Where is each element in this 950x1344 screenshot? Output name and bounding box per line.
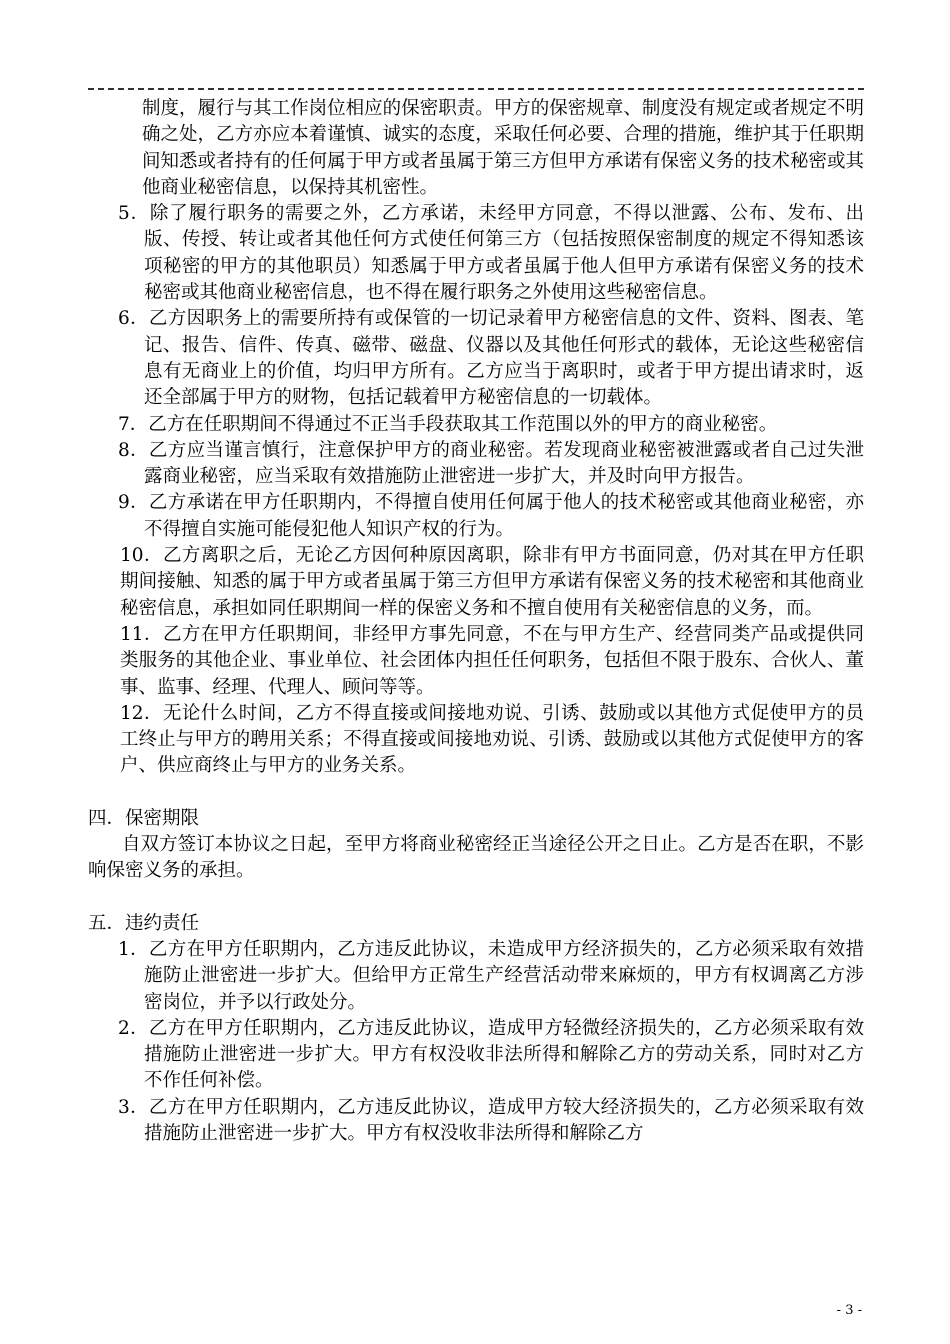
header-dashed-rule: [88, 88, 864, 90]
clause-12: 12．无论什么时间，乙方不得直接或间接地劝说、引诱、鼓励或以其他方式促使甲方的员工终止与甲方的聘用关系；不得直接或间接地劝说、引诱、鼓励或以其他方式促使甲方的客户、供应商终止与甲方的业务关系。: [120, 702, 864, 777]
clause-10: 10．乙方离职之后，无论乙方因何种原因离职，除非有甲方书面同意，仍对其在甲方任职期间接触、知悉的属于甲方或者虽属于第三方但甲方承诺有保密义务的技术秘密和其他商业秘密信息，承担如同任职期间一样的保密义务和不擅自使用有关秘密信息的义务，而。: [120, 545, 864, 619]
clause-5: 5．除了履行职务的需要之外，乙方承诺，未经甲方同意，不得以泄露、公布、发布、出版、传授、转让或者其他任何方式使任何第三方（包括按照保密制度的规定不得知悉该项秘密的甲方的其他职员）知悉属于甲方或者虽属于他人但甲方承诺有保密义务的技术秘密或其他商业秘密信息，也不得在履行职务之外使用这些秘密信息。: [118, 203, 864, 304]
clause-9: 9．乙方承诺在甲方任职期内，不得擅自使用任何属于他人的技术秘密或其他商业秘密，亦不得擅自实施可能侵犯他人知识产权的行为。: [118, 492, 864, 540]
section-5-heading: 五．违约责任: [88, 912, 200, 934]
section-4-text: 自双方签订本协议之日起，至甲方将商业秘密经正当途径公开之日止。乙方是否在职，不影响保密义务的承担。: [88, 834, 864, 882]
section-4-heading: 四．保密期限: [88, 807, 200, 829]
liability-clause-3: 3．乙方在甲方任职期内，乙方违反此协议，造成甲方较大经济损失的，乙方必须采取有效措施防止泄密进一步扩大。甲方有权没收非法所得和解除乙方: [118, 1096, 864, 1144]
document-body: [88, 96, 864, 1147]
clause-11: 11．乙方在甲方任职期间，非经甲方事先同意，不在与甲方生产、经营同类产品或提供同类服务的其他企业、事业单位、社会团体内担任任何职务，包括但不限于股东、合伙人、董事、监事、经理、代理人、顾问等等。: [120, 623, 864, 698]
continuation-paragraph: 制度，履行与其工作岗位相应的保密职责。甲方的保密规章、制度没有规定或者规定不明确之处，乙方亦应本着谨慎、诚实的态度，采取任何必要、合理的措施，维护其于任职期间知悉或者持有的任何属于甲方或者虽属于第三方但甲方承诺有保密义务的技术秘密或其他商业秘密信息，以保持其机密性。: [142, 98, 864, 198]
clause-6: 6．乙方因职务上的需要所持有或保管的一切记录着甲方秘密信息的文件、资料、图表、笔记、报告、信件、传真、磁带、磁盘、仪器以及其他任何形式的载体，无论这些秘密信息有无商业上的价值，均归甲方所有。乙方应当于离职时，或者于甲方提出请求时，返还全部属于甲方的财物，包括记载着甲方秘密信息的一切载体。: [118, 308, 864, 409]
clause-7: 7．乙方在任职期间不得通过不正当手段获取其工作范围以外的甲方的商业秘密。: [118, 413, 778, 435]
page-number: - 3 -: [836, 1303, 862, 1318]
liability-clause-1: 1．乙方在甲方任职期内，乙方违反此协议，未造成甲方经济损失的，乙方必须采取有效措施防止泄密进一步扩大。但给甲方正常生产经营活动带来麻烦的，甲方有权调离乙方涉密岗位，并予以行政处分。: [118, 938, 864, 1013]
clause-8: 8．乙方应当谨言慎行，注意保护甲方的商业秘密。若发现商业秘密被泄露或者自己过失泄露商业秘密，应当采取有效措施防止泄密进一步扩大，并及时向甲方报告。: [118, 439, 864, 488]
liability-clause-2: 2．乙方在甲方任职期内，乙方违反此协议，造成甲方轻微经济损失的，乙方必须采取有效措施防止泄密进一步扩大。甲方有权没收非法所得和解除乙方的劳动关系，同时对乙方不作任何补偿。: [118, 1017, 864, 1092]
